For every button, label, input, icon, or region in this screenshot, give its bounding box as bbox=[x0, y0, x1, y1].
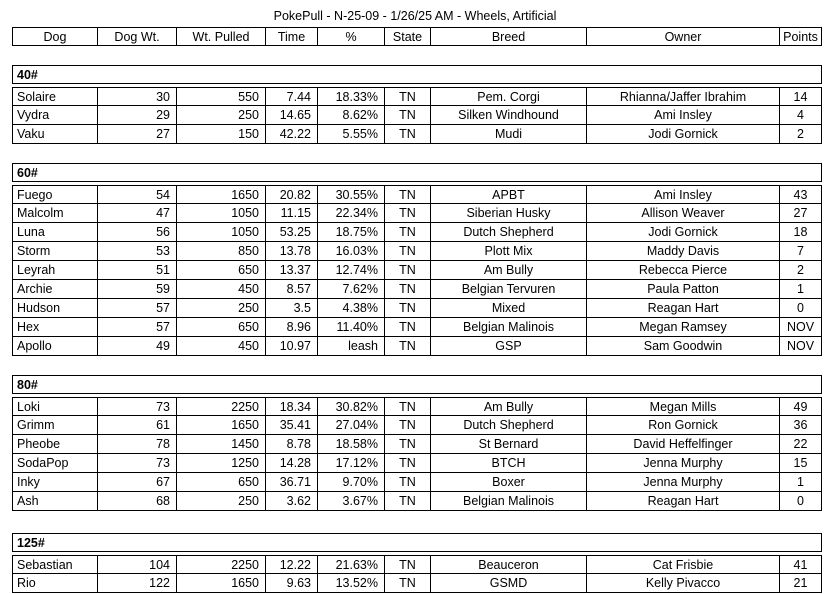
cell-breed: GSP bbox=[431, 337, 587, 356]
cell-time: 8.57 bbox=[266, 280, 318, 299]
cell-time: 7.44 bbox=[266, 87, 318, 106]
cell-points: 2 bbox=[780, 125, 822, 144]
cell-dog: Vydra bbox=[12, 106, 98, 125]
cell-dog: Luna bbox=[12, 223, 98, 242]
cell-state: TN bbox=[385, 473, 431, 492]
table-row bbox=[12, 261, 822, 280]
cell-owner: Ron Gornick bbox=[587, 416, 780, 435]
table-row bbox=[12, 318, 822, 337]
cell-time: 14.28 bbox=[266, 454, 318, 473]
cell-state: TN bbox=[385, 555, 431, 574]
table-row bbox=[12, 454, 822, 473]
cell-state: TN bbox=[385, 242, 431, 261]
weight-class-label: 80# bbox=[12, 375, 822, 394]
cell-percent: 16.03% bbox=[318, 242, 385, 261]
cell-percent: 27.04% bbox=[318, 416, 385, 435]
cell-points: 27 bbox=[780, 204, 822, 223]
cell-state: TN bbox=[385, 299, 431, 318]
cell-breed: Am Bully bbox=[431, 397, 587, 416]
cell-state: TN bbox=[385, 574, 431, 593]
cell-dog-weight: 73 bbox=[98, 454, 177, 473]
cell-percent: 9.70% bbox=[318, 473, 385, 492]
cell-owner: Allison Weaver bbox=[587, 204, 780, 223]
table-row bbox=[12, 280, 822, 299]
cell-state: TN bbox=[385, 185, 431, 204]
cell-owner: Sam Goodwin bbox=[587, 337, 780, 356]
cell-breed: GSMD bbox=[431, 574, 587, 593]
cell-dog: Rio bbox=[12, 574, 98, 593]
cell-dog: Grimm bbox=[12, 416, 98, 435]
cell-breed: Belgian Malinois bbox=[431, 492, 587, 511]
cell-percent: 3.67% bbox=[318, 492, 385, 511]
table-row bbox=[12, 125, 822, 144]
cell-points: NOV bbox=[780, 318, 822, 337]
cell-time: 13.37 bbox=[266, 261, 318, 280]
cell-points: 2 bbox=[780, 261, 822, 280]
cell-owner: Ami Insley bbox=[587, 106, 780, 125]
cell-weight-pulled: 1450 bbox=[177, 435, 266, 454]
cell-weight-pulled: 1650 bbox=[177, 416, 266, 435]
cell-percent: 18.75% bbox=[318, 223, 385, 242]
cell-dog-weight: 53 bbox=[98, 242, 177, 261]
cell-weight-pulled: 150 bbox=[177, 125, 266, 144]
cell-percent: 4.38% bbox=[318, 299, 385, 318]
cell-time: 9.63 bbox=[266, 574, 318, 593]
cell-weight-pulled: 250 bbox=[177, 492, 266, 511]
cell-dog-weight: 27 bbox=[98, 125, 177, 144]
cell-breed: Belgian Tervuren bbox=[431, 280, 587, 299]
cell-owner: Rhianna/Jaffer Ibrahim bbox=[587, 87, 780, 106]
cell-dog-weight: 59 bbox=[98, 280, 177, 299]
cell-dog: Ash bbox=[12, 492, 98, 511]
cell-weight-pulled: 450 bbox=[177, 280, 266, 299]
table-row bbox=[12, 299, 822, 318]
cell-dog: Hudson bbox=[12, 299, 98, 318]
table-row bbox=[12, 204, 822, 223]
cell-owner: Megan Mills bbox=[587, 397, 780, 416]
cell-breed: Dutch Shepherd bbox=[431, 223, 587, 242]
cell-percent: 7.62% bbox=[318, 280, 385, 299]
cell-weight-pulled: 250 bbox=[177, 299, 266, 318]
cell-breed: Am Bully bbox=[431, 261, 587, 280]
cell-weight-pulled: 1250 bbox=[177, 454, 266, 473]
cell-state: TN bbox=[385, 261, 431, 280]
cell-state: TN bbox=[385, 337, 431, 356]
cell-time: 8.96 bbox=[266, 318, 318, 337]
cell-dog: Vaku bbox=[12, 125, 98, 144]
cell-dog-weight: 68 bbox=[98, 492, 177, 511]
cell-weight-pulled: 1650 bbox=[177, 574, 266, 593]
cell-dog-weight: Dog Wt. bbox=[98, 27, 177, 46]
cell-state: TN bbox=[385, 416, 431, 435]
cell-owner: Rebecca Pierce bbox=[587, 261, 780, 280]
cell-dog-weight: 61 bbox=[98, 416, 177, 435]
header-row bbox=[12, 27, 822, 46]
cell-breed: Boxer bbox=[431, 473, 587, 492]
table-row bbox=[12, 416, 822, 435]
cell-percent: 8.62% bbox=[318, 106, 385, 125]
cell-time: 11.15 bbox=[266, 204, 318, 223]
cell-points: 1 bbox=[780, 473, 822, 492]
cell-percent: 18.58% bbox=[318, 435, 385, 454]
cell-percent: 30.55% bbox=[318, 185, 385, 204]
cell-time: 53.25 bbox=[266, 223, 318, 242]
cell-breed: St Bernard bbox=[431, 435, 587, 454]
cell-breed: Siberian Husky bbox=[431, 204, 587, 223]
cell-dog: Fuego bbox=[12, 185, 98, 204]
cell-percent: 17.12% bbox=[318, 454, 385, 473]
cell-state: State bbox=[385, 27, 431, 46]
cell-state: TN bbox=[385, 492, 431, 511]
cell-points: 18 bbox=[780, 223, 822, 242]
cell-state: TN bbox=[385, 318, 431, 337]
cell-breed: Pem. Corgi bbox=[431, 87, 587, 106]
cell-time: 12.22 bbox=[266, 555, 318, 574]
table-row bbox=[12, 397, 822, 416]
cell-points: 14 bbox=[780, 87, 822, 106]
cell-weight-pulled: 1050 bbox=[177, 204, 266, 223]
cell-weight-pulled: 650 bbox=[177, 473, 266, 492]
cell-time: 10.97 bbox=[266, 337, 318, 356]
cell-dog: Apollo bbox=[12, 337, 98, 356]
cell-dog-weight: 30 bbox=[98, 87, 177, 106]
cell-points: 36 bbox=[780, 416, 822, 435]
cell-time: 3.5 bbox=[266, 299, 318, 318]
cell-time: 42.22 bbox=[266, 125, 318, 144]
cell-state: TN bbox=[385, 280, 431, 299]
cell-dog-weight: 67 bbox=[98, 473, 177, 492]
cell-points: Points bbox=[780, 27, 822, 46]
cell-points: 0 bbox=[780, 299, 822, 318]
cell-points: 7 bbox=[780, 242, 822, 261]
cell-breed: Beauceron bbox=[431, 555, 587, 574]
cell-weight-pulled: 1050 bbox=[177, 223, 266, 242]
cell-owner: Reagan Hart bbox=[587, 299, 780, 318]
cell-weight-pulled: 650 bbox=[177, 261, 266, 280]
cell-owner: Jenna Murphy bbox=[587, 454, 780, 473]
weight-class-label: 40# bbox=[12, 65, 822, 84]
cell-owner: Maddy Davis bbox=[587, 242, 780, 261]
cell-percent: 11.40% bbox=[318, 318, 385, 337]
cell-percent: 12.74% bbox=[318, 261, 385, 280]
cell-percent: 30.82% bbox=[318, 397, 385, 416]
cell-percent: % bbox=[318, 27, 385, 46]
cell-weight-pulled: 550 bbox=[177, 87, 266, 106]
cell-time: Time bbox=[266, 27, 318, 46]
cell-dog: Loki bbox=[12, 397, 98, 416]
cell-weight-pulled: 2250 bbox=[177, 555, 266, 574]
cell-state: TN bbox=[385, 435, 431, 454]
cell-points: NOV bbox=[780, 337, 822, 356]
cell-owner: Megan Ramsey bbox=[587, 318, 780, 337]
cell-breed: Plott Mix bbox=[431, 242, 587, 261]
weight-class-label: 60# bbox=[12, 163, 822, 182]
cell-dog: Inky bbox=[12, 473, 98, 492]
cell-owner: Jenna Murphy bbox=[587, 473, 780, 492]
cell-dog: SodaPop bbox=[12, 454, 98, 473]
cell-dog: Archie bbox=[12, 280, 98, 299]
cell-dog: Malcolm bbox=[12, 204, 98, 223]
cell-dog: Leyrah bbox=[12, 261, 98, 280]
cell-breed: Mudi bbox=[431, 125, 587, 144]
cell-percent: 22.34% bbox=[318, 204, 385, 223]
table-row bbox=[12, 87, 822, 106]
cell-breed: Belgian Malinois bbox=[431, 318, 587, 337]
cell-time: 13.78 bbox=[266, 242, 318, 261]
cell-weight-pulled: 450 bbox=[177, 337, 266, 356]
cell-owner: Reagan Hart bbox=[587, 492, 780, 511]
cell-weight-pulled: 2250 bbox=[177, 397, 266, 416]
table-row bbox=[12, 242, 822, 261]
cell-owner: Ami Insley bbox=[587, 185, 780, 204]
weight-class-label: 125# bbox=[12, 533, 822, 552]
cell-dog-weight: 56 bbox=[98, 223, 177, 242]
cell-state: TN bbox=[385, 106, 431, 125]
cell-percent: 5.55% bbox=[318, 125, 385, 144]
cell-weight-pulled: 1650 bbox=[177, 185, 266, 204]
sheet-title: PokePull - N-25-09 - 1/26/25 AM - Wheels, Artificial bbox=[273, 9, 557, 23]
cell-owner: Jodi Gornick bbox=[587, 223, 780, 242]
cell-points: 4 bbox=[780, 106, 822, 125]
cell-percent: leash bbox=[318, 337, 385, 356]
cell-state: TN bbox=[385, 223, 431, 242]
cell-breed: Mixed bbox=[431, 299, 587, 318]
cell-dog-weight: 57 bbox=[98, 299, 177, 318]
cell-points: 1 bbox=[780, 280, 822, 299]
cell-dog-weight: 54 bbox=[98, 185, 177, 204]
cell-time: 20.82 bbox=[266, 185, 318, 204]
cell-points: 49 bbox=[780, 397, 822, 416]
cell-dog: Sebastian bbox=[12, 555, 98, 574]
cell-dog-weight: 122 bbox=[98, 574, 177, 593]
cell-points: 21 bbox=[780, 574, 822, 593]
cell-breed: Silken Windhound bbox=[431, 106, 587, 125]
cell-owner: Jodi Gornick bbox=[587, 125, 780, 144]
cell-state: TN bbox=[385, 87, 431, 106]
cell-percent: 13.52% bbox=[318, 574, 385, 593]
cell-breed: APBT bbox=[431, 185, 587, 204]
cell-dog-weight: 47 bbox=[98, 204, 177, 223]
cell-weight-pulled: 250 bbox=[177, 106, 266, 125]
cell-dog-weight: 57 bbox=[98, 318, 177, 337]
cell-points: 41 bbox=[780, 555, 822, 574]
cell-dog: Pheobe bbox=[12, 435, 98, 454]
cell-weight-pulled: 850 bbox=[177, 242, 266, 261]
cell-state: TN bbox=[385, 125, 431, 144]
table-row bbox=[12, 473, 822, 492]
table-row bbox=[12, 337, 822, 356]
cell-percent: 21.63% bbox=[318, 555, 385, 574]
cell-dog: Solaire bbox=[12, 87, 98, 106]
cell-owner: Paula Patton bbox=[587, 280, 780, 299]
cell-owner: David Heffelfinger bbox=[587, 435, 780, 454]
cell-owner: Owner bbox=[587, 27, 780, 46]
cell-state: TN bbox=[385, 204, 431, 223]
cell-dog-weight: 73 bbox=[98, 397, 177, 416]
cell-time: 35.41 bbox=[266, 416, 318, 435]
cell-breed: Breed bbox=[431, 27, 587, 46]
cell-dog: Hex bbox=[12, 318, 98, 337]
table-row bbox=[12, 185, 822, 204]
cell-dog-weight: 49 bbox=[98, 337, 177, 356]
cell-time: 14.65 bbox=[266, 106, 318, 125]
table-row bbox=[12, 492, 822, 511]
table-row bbox=[12, 435, 822, 454]
cell-weight-pulled: Wt. Pulled bbox=[177, 27, 266, 46]
cell-points: 15 bbox=[780, 454, 822, 473]
cell-points: 0 bbox=[780, 492, 822, 511]
cell-dog-weight: 51 bbox=[98, 261, 177, 280]
cell-time: 36.71 bbox=[266, 473, 318, 492]
cell-dog: Storm bbox=[12, 242, 98, 261]
cell-percent: 18.33% bbox=[318, 87, 385, 106]
cell-breed: BTCH bbox=[431, 454, 587, 473]
cell-time: 18.34 bbox=[266, 397, 318, 416]
cell-time: 3.62 bbox=[266, 492, 318, 511]
cell-owner: Cat Frisbie bbox=[587, 555, 780, 574]
cell-dog-weight: 29 bbox=[98, 106, 177, 125]
cell-dog-weight: 78 bbox=[98, 435, 177, 454]
cell-owner: Kelly Pivacco bbox=[587, 574, 780, 593]
table-row bbox=[12, 574, 822, 593]
cell-points: 43 bbox=[780, 185, 822, 204]
table-row bbox=[12, 106, 822, 125]
cell-weight-pulled: 650 bbox=[177, 318, 266, 337]
cell-state: TN bbox=[385, 454, 431, 473]
cell-dog: Dog bbox=[12, 27, 98, 46]
cell-state: TN bbox=[385, 397, 431, 416]
cell-dog-weight: 104 bbox=[98, 555, 177, 574]
cell-points: 22 bbox=[780, 435, 822, 454]
cell-time: 8.78 bbox=[266, 435, 318, 454]
table-row bbox=[12, 555, 822, 574]
table-row bbox=[12, 223, 822, 242]
cell-breed: Dutch Shepherd bbox=[431, 416, 587, 435]
